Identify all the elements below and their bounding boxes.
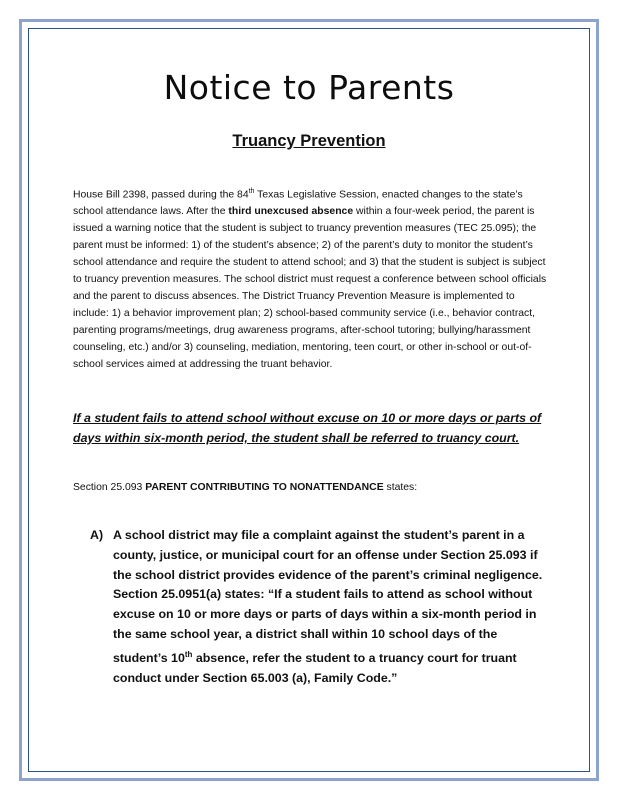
- page-subtitle: Truancy Prevention: [232, 132, 386, 150]
- section-bold-title: PARENT CONTRIBUTING TO NONATTENDANCE: [145, 482, 384, 493]
- paragraph-bold-phrase: third unexcused absence: [228, 206, 354, 218]
- truancy-warning: If a student fails to attend school without excuse on 10 or more days or parts of days within six-month period, the student shall be referred to truancy court.: [73, 411, 542, 445]
- page-title: Notice to Parents: [163, 68, 455, 107]
- item-text-after: absence, refer the student to a truancy court for truant conduct under Section 65.003 (a), Family Code.”: [113, 650, 517, 685]
- paragraph-text-after: within a four-week period, the parent is issued a warning notice that the student is subject to truancy prevention measures (TEC 25.095); the parent must be informed: 1) of the student’s absence; 2) of the parent’s duty to monitor the student’s school attendance and require the student to attend school; and 3) that the student is subject is subject to truancy prevention measures. The school district must request a conference between school officials and the parent to discuss absences. The District Truancy Prevention Measure is implemented to include: 1) a behavior improvement plan; 2) school-based community service (i.e., behavior contract, parenting programs/meetings, drug awareness programs, after-school tutoring; bullying/harassment counseling, etc.) and/or 3) counseling, mediation, mentoring, teen court, or other in-school or out-of-school services aimed at addressing the truant behavior.: [73, 206, 547, 370]
- item-text-before: A school district may file a complaint against the student’s parent in a county, justice, or municipal court for an offense under Section 25.093 if the school district provides evidence of the parent’s criminal negligence. Section 25.0951(a) states: “If a student fails to attend as school without excuse on 10 or more days or parts of days within a six-month period in the same school year, a district shall within 10 school days of the student’s 10: [113, 528, 543, 665]
- paragraph-superscript: th: [248, 188, 255, 195]
- section-intro: [73, 480, 553, 496]
- paragraph-text-before: House Bill 2398, passed during the 84: [73, 189, 249, 201]
- item-superscript: th: [184, 649, 193, 659]
- paragraph-text-mid: Texas Legislative Session, enacted changes to the state’s school attendance laws. After the: [73, 189, 523, 218]
- list-item-a: [90, 526, 550, 689]
- list-marker: A): [90, 528, 104, 542]
- section-suffix: states:: [383, 482, 418, 493]
- section-prefix: Section 25.093: [73, 482, 146, 493]
- list-item-text: [113, 526, 550, 689]
- intro-paragraph: [73, 184, 547, 373]
